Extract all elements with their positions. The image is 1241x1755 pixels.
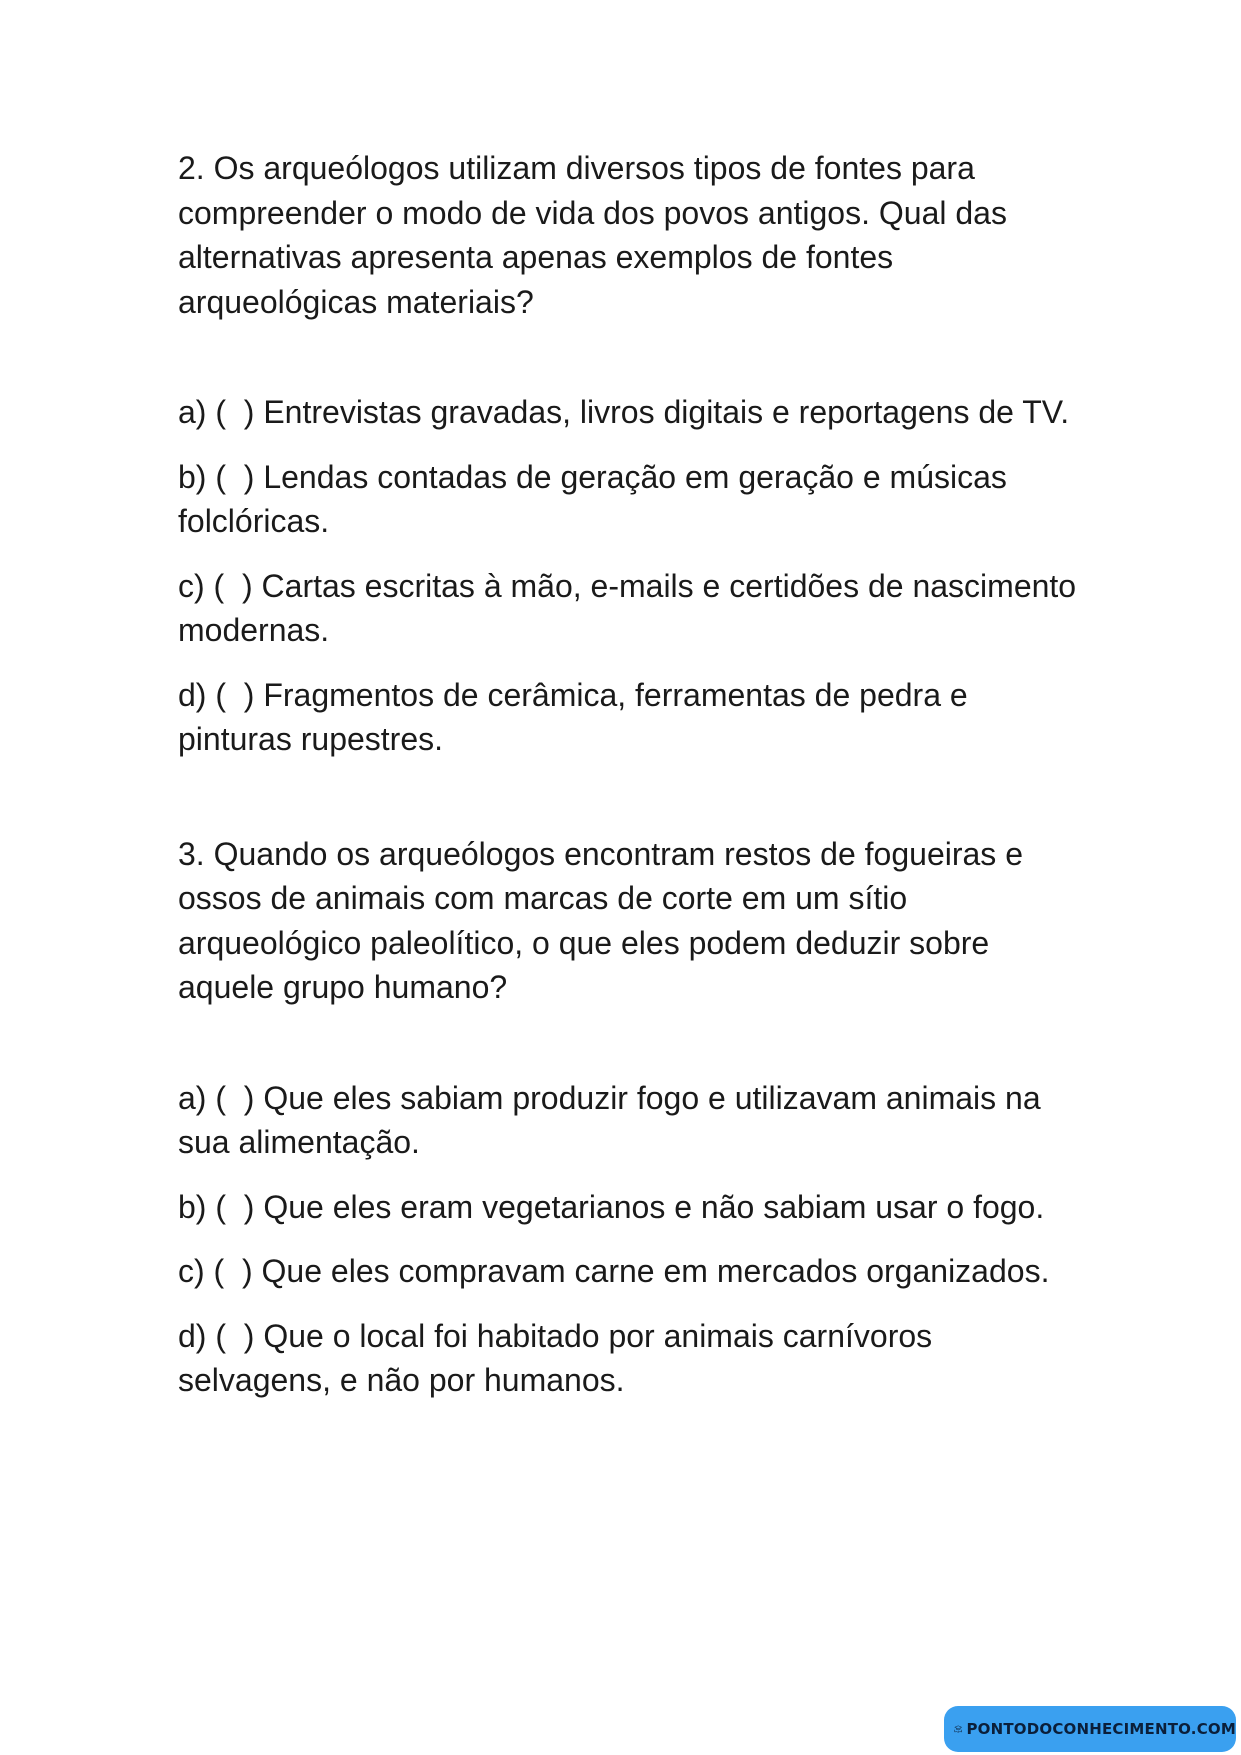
question-3-text: 3. Quando os arqueólogos encontram restos de fogueiras e ossos de animais com marcas de corte em um sítio arqueológico paleolítico, o que eles podem deduzir sobre aquele grupo humano?: [178, 835, 1023, 1005]
question-2-options: [178, 390, 1078, 762]
option-letter: c): [178, 1253, 205, 1289]
question-3-option-d[interactable]: [178, 1314, 1078, 1403]
answer-checkbox[interactable]: ( ): [213, 567, 253, 604]
option-text: Que eles compravam carne em mercados organizados.: [261, 1253, 1050, 1289]
question-2-option-a[interactable]: [178, 390, 1078, 435]
option-text: Cartas escritas à mão, e-mails e certidões de nascimento modernas.: [178, 567, 1077, 648]
question-3-option-a[interactable]: [178, 1076, 1078, 1165]
option-text: Entrevistas gravadas, livros digitais e reportagens de TV.: [263, 394, 1070, 430]
option-letter: d): [178, 676, 207, 713]
answer-checkbox[interactable]: ( ): [215, 1317, 255, 1354]
option-text: Fragmentos de cerâmica, ferramentas de pedra e pinturas rupestres.: [178, 676, 968, 757]
option-letter: a): [178, 394, 207, 430]
answer-checkbox[interactable]: ( ): [215, 1079, 255, 1116]
watermark-text: PONTODOCONHECIMENTO.COM: [966, 1720, 1236, 1738]
question-2-option-b[interactable]: [178, 455, 1078, 544]
option-letter: a): [178, 1079, 207, 1116]
answer-checkbox[interactable]: ( ): [215, 676, 255, 713]
answer-checkbox[interactable]: ( ): [215, 1188, 255, 1225]
option-letter: b): [178, 1188, 207, 1225]
question-2-option-c[interactable]: [178, 564, 1078, 653]
option-letter: c): [178, 567, 205, 604]
question-3-option-c[interactable]: [178, 1249, 1078, 1294]
question-3-option-b[interactable]: [178, 1185, 1078, 1230]
worksheet-page: [178, 146, 1078, 1423]
site-watermark[interactable]: [944, 1706, 1236, 1752]
answer-checkbox[interactable]: ( ): [213, 1253, 253, 1289]
option-text: Que eles eram vegetarianos e não sabiam usar o fogo.: [263, 1188, 1045, 1225]
option-letter: b): [178, 458, 207, 495]
option-text: Que o local foi habitado por animais carnívoros selvagens, e não por humanos.: [178, 1317, 933, 1398]
option-text: Lendas contadas de geração em geração e músicas folclóricas.: [178, 458, 1007, 539]
question-3-options: [178, 1076, 1078, 1403]
answer-checkbox[interactable]: ( ): [215, 394, 255, 430]
question-2-text: 2. Os arqueólogos utilizam diversos tipos de fontes para compreender o modo de vida dos povos antigos. Qual das alternativas apresenta apenas exemplos de fontes arqueológicas materiais?: [178, 150, 1007, 320]
option-letter: d): [178, 1317, 207, 1354]
graduation-book-icon: [954, 1714, 962, 1744]
question-2-option-d[interactable]: [178, 673, 1078, 762]
answer-checkbox[interactable]: ( ): [215, 458, 255, 495]
option-text: Que eles sabiam produzir fogo e utilizavam animais na sua alimentação.: [178, 1079, 1041, 1160]
